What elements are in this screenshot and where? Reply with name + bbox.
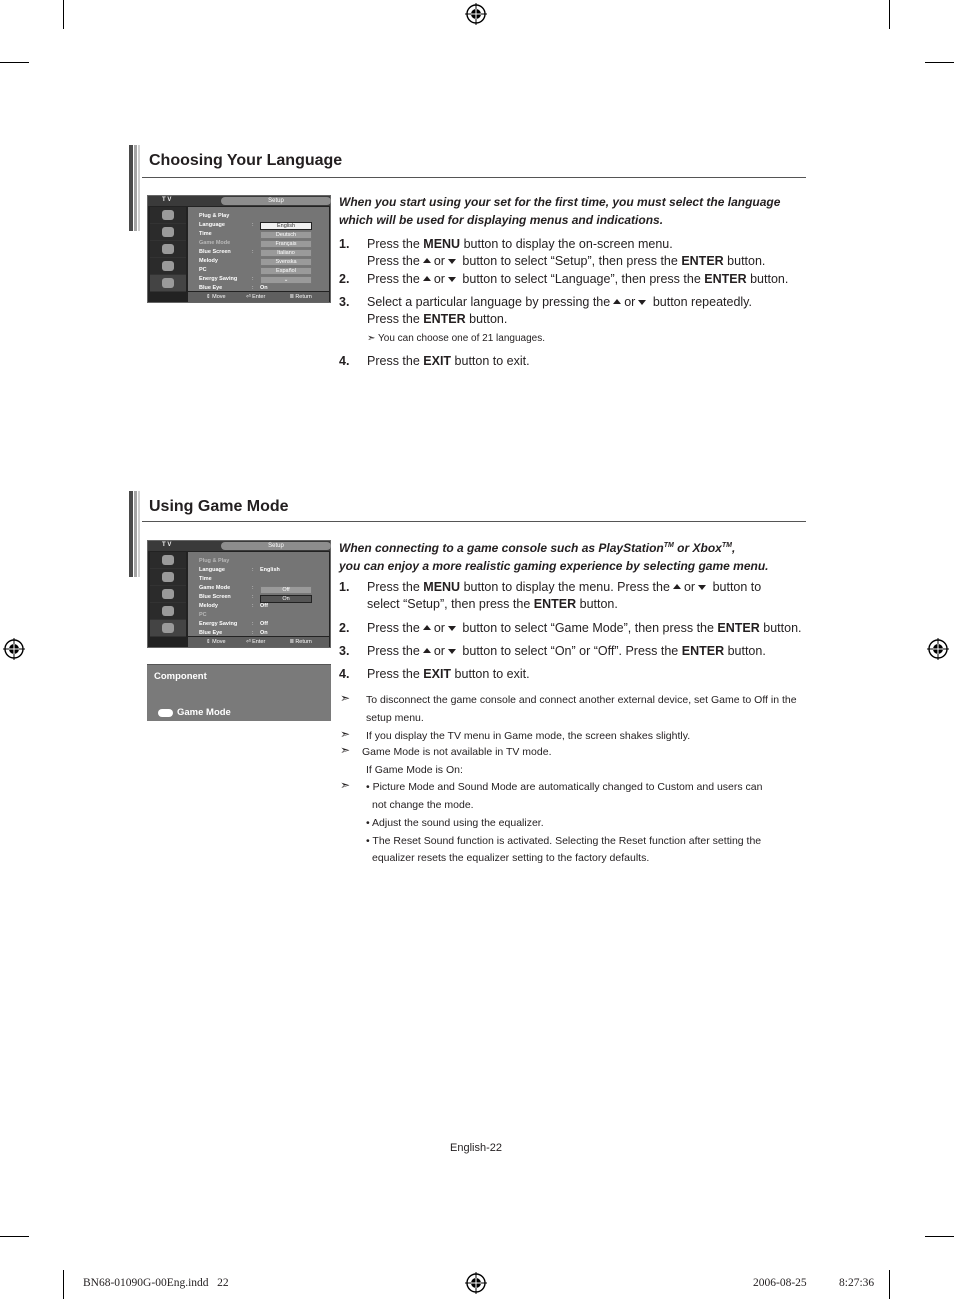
section-title-game-mode: Using Game Mode [149,498,289,515]
crop-mark [63,1270,64,1299]
osd-dropdown-option: Deutsch [260,231,312,239]
chevron-down-icon: ⌄ [260,276,312,284]
channel-icon [150,586,186,603]
osd-row: Language [199,222,225,228]
note-arrow-icon: ➣ [340,743,351,757]
osd-row: Blue Screen [199,594,231,600]
crop-mark [0,62,29,63]
crop-mark [0,1236,29,1237]
component-game-mode: Game Mode [158,707,231,718]
osd-move-hint: ⇕ Move [206,294,226,300]
osd-row: Game Mode [199,585,231,591]
osd-row: Language [199,567,225,573]
osd-row: Game Mode [199,240,231,246]
osd-menu-panel: Plug & Play Language Time Game Mode Blue Screen Melody PC Energy Saving Blue Eye : : : : : : English Off Off On [188,552,329,636]
crop-mark [889,1270,890,1299]
osd-tv-label: T V [162,542,172,548]
osd-dropdown-option: Français [260,240,312,248]
component-game-mode-panel [147,664,331,721]
registration-mark-icon [927,638,949,660]
osd-setup-tab: Setup [221,542,331,550]
down-arrow-icon [698,585,706,590]
osd-footer [188,637,329,647]
gamepad-icon [158,709,173,717]
print-date: 2006-08-25 [753,1277,807,1289]
section-rule [142,177,806,178]
osd-value: Off [260,621,268,627]
game-note: To disconnect the game console and connect another external device, set Game to Off in the [366,694,797,706]
osd-return-hint: Ⅲ Return [290,294,312,300]
osd-footer [188,292,329,302]
game-note: • Adjust the sound using the equalizer. [366,817,544,829]
crop-mark [925,62,954,63]
language-intro: When you start using your set for the first time, you must select the language which will be used for displaying menus and indications. [339,195,781,227]
picture-icon [150,552,186,569]
osd-return-hint: Ⅲ Return [290,639,312,645]
file-name: BN68-01090G-00Eng.indd 22 [83,1277,229,1289]
down-arrow-icon [638,300,646,305]
registration-mark-icon [3,638,25,660]
osd-row: Plug & Play [199,213,230,219]
note-arrow-icon: ➣ [340,727,351,741]
crop-mark [63,0,64,29]
game-intro: When connecting to a game console such as PlayStation™ or Xbox™, you can enjoy a more realistic gaming experience by selecting game menu. [339,541,769,573]
osd-tv-label: T V [162,197,172,203]
setup-icon [150,620,186,637]
osd-row: Time [199,231,212,237]
component-title: Component [154,671,207,682]
osd-option-on: On [260,595,312,603]
registration-mark-icon [465,3,487,25]
up-arrow-icon [613,299,621,304]
up-arrow-icon [423,258,431,263]
osd-enter-hint: ⏎ Enter [246,639,266,645]
osd-row: Blue Screen [199,249,231,255]
osd-value: English [260,567,280,573]
osd-dropdown-option: English [260,222,312,230]
osd-side-icons [150,552,186,637]
print-time: 8:27:36 [839,1277,875,1289]
crop-mark [925,1236,954,1237]
osd-row: PC [199,267,207,273]
osd-row: Energy Saving [199,276,238,282]
up-arrow-icon [423,648,431,653]
note-arrow-icon: ➣ [367,333,376,344]
osd-value: Off [260,603,268,609]
down-arrow-icon [448,649,456,654]
section-bar [129,145,142,231]
game-note: Game Mode is not available in TV mode. [362,746,552,758]
up-arrow-icon [673,584,681,589]
up-arrow-icon [423,276,431,281]
game-note: • The Reset Sound function is activated. Selecting the Reset function after setting the [366,835,762,847]
game-note: equalizer resets the equalizer setting to the factory defaults. [372,852,650,864]
osd-dropdown-option: Español [260,267,312,275]
up-arrow-icon [423,625,431,630]
section-title-language: Choosing Your Language [149,152,343,169]
down-arrow-icon [448,277,456,282]
sound-icon [150,224,186,241]
section-bar [129,491,142,577]
input-icon [150,258,186,275]
osd-setup-tab: Setup [221,197,331,205]
osd-row: Melody [199,258,218,264]
game-note: • Picture Mode and Sound Mode are automatically changed to Custom and users can [366,781,763,793]
note-arrow-icon: ➣ [340,778,351,792]
down-arrow-icon [448,259,456,264]
channel-icon [150,241,186,258]
game-note: If you display the TV menu in Game mode, the screen shakes slightly. [366,730,691,742]
setup-icon [150,275,186,292]
language-note: ➣ You can choose one of 21 languages. [367,333,545,344]
input-icon [150,603,186,620]
osd-row: Energy Saving [199,621,238,627]
tv-osd-language-screen [147,195,331,303]
osd-enter-hint: ⏎ Enter [246,294,266,300]
game-note: not change the mode. [372,799,474,811]
osd-row: Time [199,576,212,582]
osd-side-icons [150,207,186,292]
osd-row: PC [199,612,207,618]
crop-mark [889,0,890,29]
note-arrow-icon: ➣ [340,691,351,705]
picture-icon [150,207,186,224]
sound-icon [150,569,186,586]
section-rule [142,521,806,522]
game-note: setup menu. [366,712,424,724]
down-arrow-icon [448,626,456,631]
osd-menu-panel: Plug & Play Language Time Game Mode Blue Screen Melody PC Energy Saving Blue Eye : : : : On [188,207,329,291]
osd-row: Blue Eye [199,630,223,636]
osd-row: Plug & Play [199,558,230,564]
game-note: If Game Mode is On: [366,764,463,776]
osd-dropdown-option: Svenska [260,258,312,266]
osd-move-hint: ⇕ Move [206,639,226,645]
osd-value: On [260,630,268,636]
osd-row: Melody [199,603,218,609]
registration-mark-icon [465,1272,487,1294]
osd-row: Blue Eye [199,285,223,291]
page-number: English-22 [450,1142,502,1154]
osd-dropdown-option: Italiano [260,249,312,257]
osd-option-off: Off [260,586,312,594]
osd-value: On [260,285,268,291]
tv-osd-game-mode-screen [147,540,331,648]
